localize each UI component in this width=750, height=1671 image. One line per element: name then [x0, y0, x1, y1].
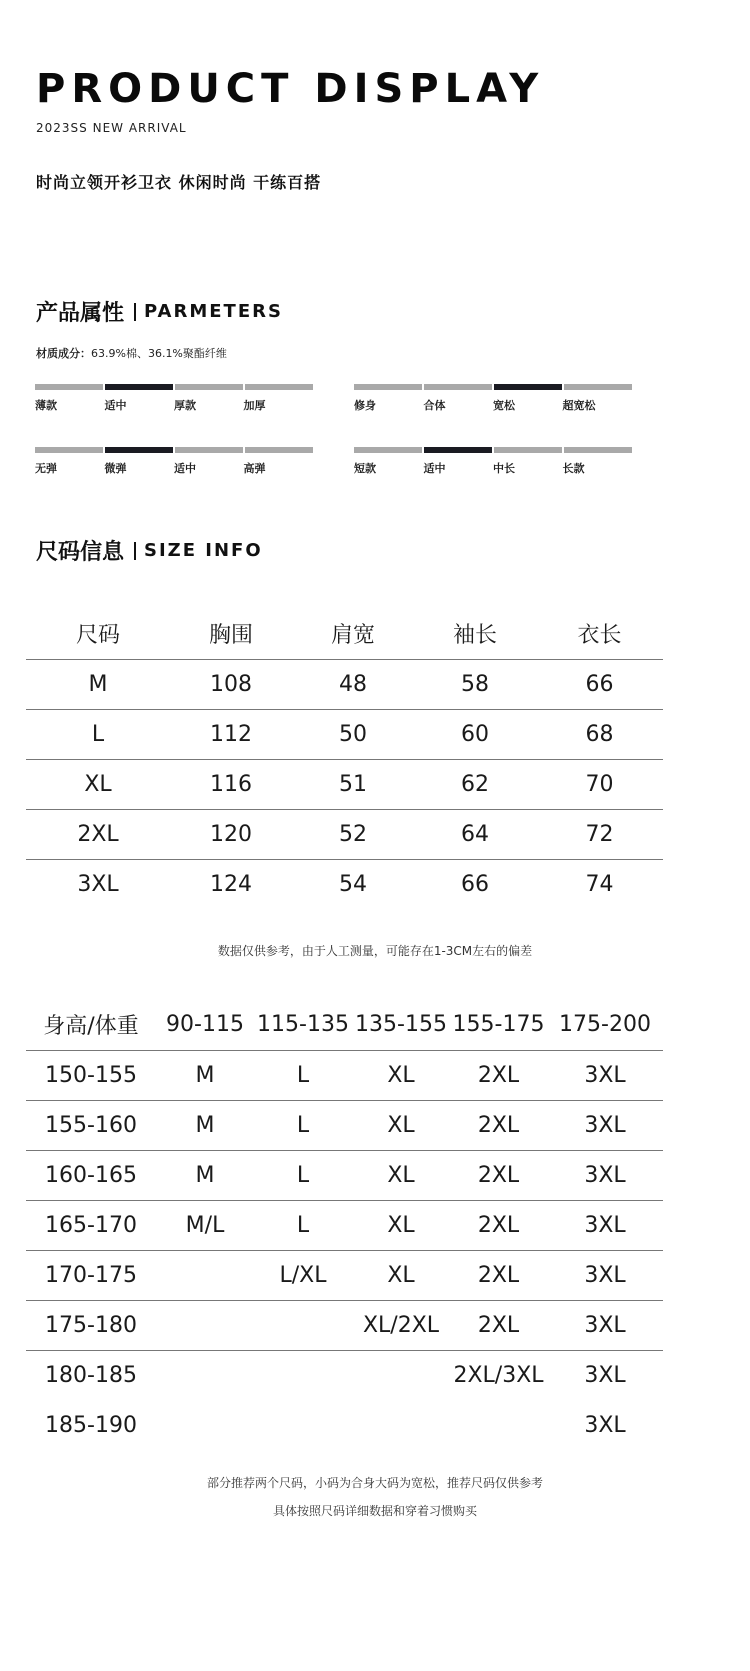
- table-cell: 108: [170, 659, 292, 709]
- scale-label: 修身: [354, 399, 376, 412]
- table-row: [26, 809, 663, 859]
- material-label: 材质成分：: [36, 347, 91, 360]
- table-row: [26, 1250, 663, 1300]
- table-cell: 3XL: [26, 859, 170, 909]
- size-info-heading: [36, 535, 263, 566]
- table-header-row: [26, 609, 663, 659]
- size-info-heading-en: SIZE INFO: [144, 540, 263, 561]
- table-cell: [352, 1350, 450, 1400]
- page-title: PRODUCT DISPLAY: [36, 66, 545, 112]
- table-row: [26, 1100, 663, 1150]
- table-cell: 51: [292, 759, 414, 809]
- column-header: 袖长: [452, 623, 497, 649]
- table-cell: 70: [536, 759, 663, 809]
- table-row: [26, 1400, 663, 1450]
- table-cell: XL: [26, 759, 170, 809]
- table-cell: 3XL: [547, 1200, 663, 1250]
- column-header: 115-135: [257, 1012, 349, 1038]
- table-cell: XL/2XL: [352, 1300, 450, 1350]
- table-row: [26, 1350, 663, 1400]
- table-cell: 2XL: [450, 1150, 547, 1200]
- table-cell: 2XL: [450, 1250, 547, 1300]
- scale-labels: [354, 460, 632, 476]
- table-row: [26, 1150, 663, 1200]
- scale-bars: [35, 447, 313, 453]
- scale-segment: [35, 447, 103, 453]
- column-header: 155-175: [452, 1012, 545, 1038]
- table-cell: 3XL: [547, 1050, 663, 1100]
- scale-segment: [245, 384, 313, 390]
- table-cell: [156, 1300, 254, 1350]
- table-cell: 112: [170, 709, 292, 759]
- table-cell: [254, 1400, 352, 1450]
- scale-label: 短款: [354, 462, 376, 475]
- table-cell: 124: [170, 859, 292, 909]
- parameters-heading-cn: 产品属性: [36, 301, 125, 326]
- table-cell: [156, 1250, 254, 1300]
- stretch-scale: [35, 447, 313, 476]
- heading-divider: [134, 303, 136, 321]
- scale-bars: [35, 384, 313, 390]
- scale-bars: [354, 384, 632, 390]
- table-cell: 165-170: [26, 1200, 156, 1250]
- scale-label: 中长: [493, 462, 515, 475]
- table-cell: 3XL: [547, 1250, 663, 1300]
- table-cell: 3XL: [584, 1412, 626, 1438]
- scale-label: 适中: [104, 399, 127, 412]
- table-cell: L: [254, 1100, 352, 1150]
- table-cell: 66: [536, 659, 663, 709]
- table-cell: L: [254, 1050, 352, 1100]
- table-cell: [450, 1400, 547, 1450]
- column-header: 身高/体重: [43, 1014, 139, 1040]
- table-cell: [156, 1400, 254, 1450]
- parameters-heading-en: PARMETERS: [144, 301, 283, 322]
- table-cell: 2XL: [450, 1300, 547, 1350]
- table-cell: XL: [352, 1200, 450, 1250]
- table-cell: 62: [414, 759, 536, 809]
- scale-label: 适中: [174, 462, 196, 475]
- table-cell: 2XL: [450, 1050, 547, 1100]
- scale-label: 宽松: [493, 399, 515, 412]
- table-cell: 48: [292, 659, 414, 709]
- scale-label: 厚款: [174, 399, 196, 412]
- scale-segment: [424, 384, 492, 390]
- table-cell: 2XL: [450, 1200, 547, 1250]
- table-cell: L: [26, 709, 170, 759]
- parameters-heading: [36, 296, 283, 327]
- table-cell: 155-160: [26, 1100, 156, 1150]
- size-chart-table: [26, 609, 663, 909]
- scale-segment: [35, 384, 103, 390]
- table-cell: 3XL: [547, 1350, 663, 1400]
- table-row: [26, 709, 663, 759]
- table-cell: 116: [170, 759, 292, 809]
- table-cell: 2XL: [26, 809, 170, 859]
- scale-label: 长款: [562, 462, 585, 475]
- table-cell: XL: [352, 1050, 450, 1100]
- table-cell: 2XL: [450, 1100, 547, 1150]
- table-cell: [254, 1300, 352, 1350]
- table-row: [26, 1200, 663, 1250]
- product-tagline: 时尚立领开衫卫衣 休闲时尚 干练百搭: [36, 173, 322, 192]
- scale-labels: [35, 460, 313, 476]
- scale-label: 薄款: [35, 399, 57, 412]
- column-header: 175-200: [559, 1012, 651, 1038]
- column-header: 尺码: [75, 623, 120, 649]
- table-cell: 175-180: [26, 1300, 156, 1350]
- scale-segment: [494, 447, 562, 453]
- fit-scale: [354, 384, 632, 413]
- scale-label: 超宽松: [562, 399, 596, 412]
- scale-segment: [564, 384, 632, 390]
- table-cell: 74: [536, 859, 663, 909]
- table-cell: 3XL: [547, 1100, 663, 1150]
- table-cell: 2XL/3XL: [450, 1350, 547, 1400]
- table-cell: 68: [536, 709, 663, 759]
- column-header: 衣长: [577, 623, 622, 649]
- measurement-note: 数据仅供参考，由于人工测量，可能存在1-3CM左右的偏差: [217, 944, 533, 958]
- scale-label: 适中: [423, 462, 446, 475]
- table-cell: 72: [536, 809, 663, 859]
- column-header: 90-115: [166, 1012, 244, 1038]
- table-cell: [254, 1350, 352, 1400]
- scale-segment-selected: [105, 447, 173, 453]
- column-header: 135-155: [355, 1012, 447, 1038]
- table-cell: 50: [292, 709, 414, 759]
- table-cell: 160-165: [26, 1150, 156, 1200]
- scale-label: 加厚: [243, 399, 266, 412]
- scale-label: 合体: [423, 399, 446, 412]
- scale-segment: [564, 447, 632, 453]
- material-value: 63.9%棉、36.1%聚酯纤维: [91, 347, 227, 360]
- table-cell: 60: [414, 709, 536, 759]
- table-row: [26, 859, 663, 909]
- table-row: [26, 1300, 663, 1350]
- scale-segment: [245, 447, 313, 453]
- recommendation-note-1: 部分推荐两个尺码，小码为合身大码为宽松，推荐尺码仅供参考: [206, 1476, 543, 1490]
- table-cell: 66: [414, 859, 536, 909]
- column-header: 胸围: [208, 623, 253, 649]
- table-cell: 64: [414, 809, 536, 859]
- scale-label: 无弹: [35, 462, 57, 475]
- length-scale: [354, 447, 632, 476]
- column-header: 肩宽: [330, 623, 375, 649]
- table-cell: M: [156, 1100, 254, 1150]
- recommendation-note-2: 具体按照尺码详细数据和穿着习惯购买: [272, 1504, 477, 1518]
- table-cell: L: [254, 1150, 352, 1200]
- scale-label: 微弹: [104, 462, 127, 475]
- table-row: [26, 659, 663, 709]
- size-recommendation-table: [26, 1000, 663, 1450]
- scale-segment-selected: [494, 384, 562, 390]
- table-cell: 150-155: [26, 1050, 156, 1100]
- table-cell: L: [254, 1200, 352, 1250]
- table-cell: 3XL: [547, 1300, 663, 1350]
- scale-labels: [35, 397, 313, 413]
- table-cell: 185-190: [45, 1412, 137, 1438]
- scale-labels: [354, 397, 632, 413]
- scale-segment-selected: [105, 384, 173, 390]
- table-cell: M: [156, 1050, 254, 1100]
- table-cell: XL: [352, 1150, 450, 1200]
- table-row: [26, 759, 663, 809]
- table-cell: M: [26, 659, 170, 709]
- table-cell: M: [156, 1150, 254, 1200]
- scale-segment-selected: [424, 447, 492, 453]
- table-cell: [156, 1350, 254, 1400]
- table-row: [26, 1050, 663, 1100]
- scale-segment: [175, 447, 243, 453]
- season-subtitle: 2023SS NEW ARRIVAL: [36, 121, 187, 135]
- scale-segment: [175, 384, 243, 390]
- heading-divider: [134, 542, 136, 560]
- table-cell: XL: [352, 1100, 450, 1150]
- table-cell: 54: [292, 859, 414, 909]
- thickness-scale: [35, 384, 313, 413]
- table-cell: [352, 1400, 450, 1450]
- size-info-heading-cn: 尺码信息: [36, 540, 125, 565]
- table-cell: L/XL: [254, 1250, 352, 1300]
- table-cell: 180-185: [26, 1350, 156, 1400]
- scale-segment: [354, 384, 422, 390]
- scale-segment: [354, 447, 422, 453]
- table-header-row: [26, 1000, 663, 1050]
- table-cell: XL: [352, 1250, 450, 1300]
- scale-label: 高弹: [243, 462, 266, 475]
- table-cell: 120: [170, 809, 292, 859]
- material-info: [36, 345, 227, 361]
- table-cell: 52: [292, 809, 414, 859]
- table-cell: 170-175: [26, 1250, 156, 1300]
- table-cell: M/L: [156, 1200, 254, 1250]
- scale-bars: [354, 447, 632, 453]
- table-cell: 3XL: [547, 1150, 663, 1200]
- table-cell: 58: [414, 659, 536, 709]
